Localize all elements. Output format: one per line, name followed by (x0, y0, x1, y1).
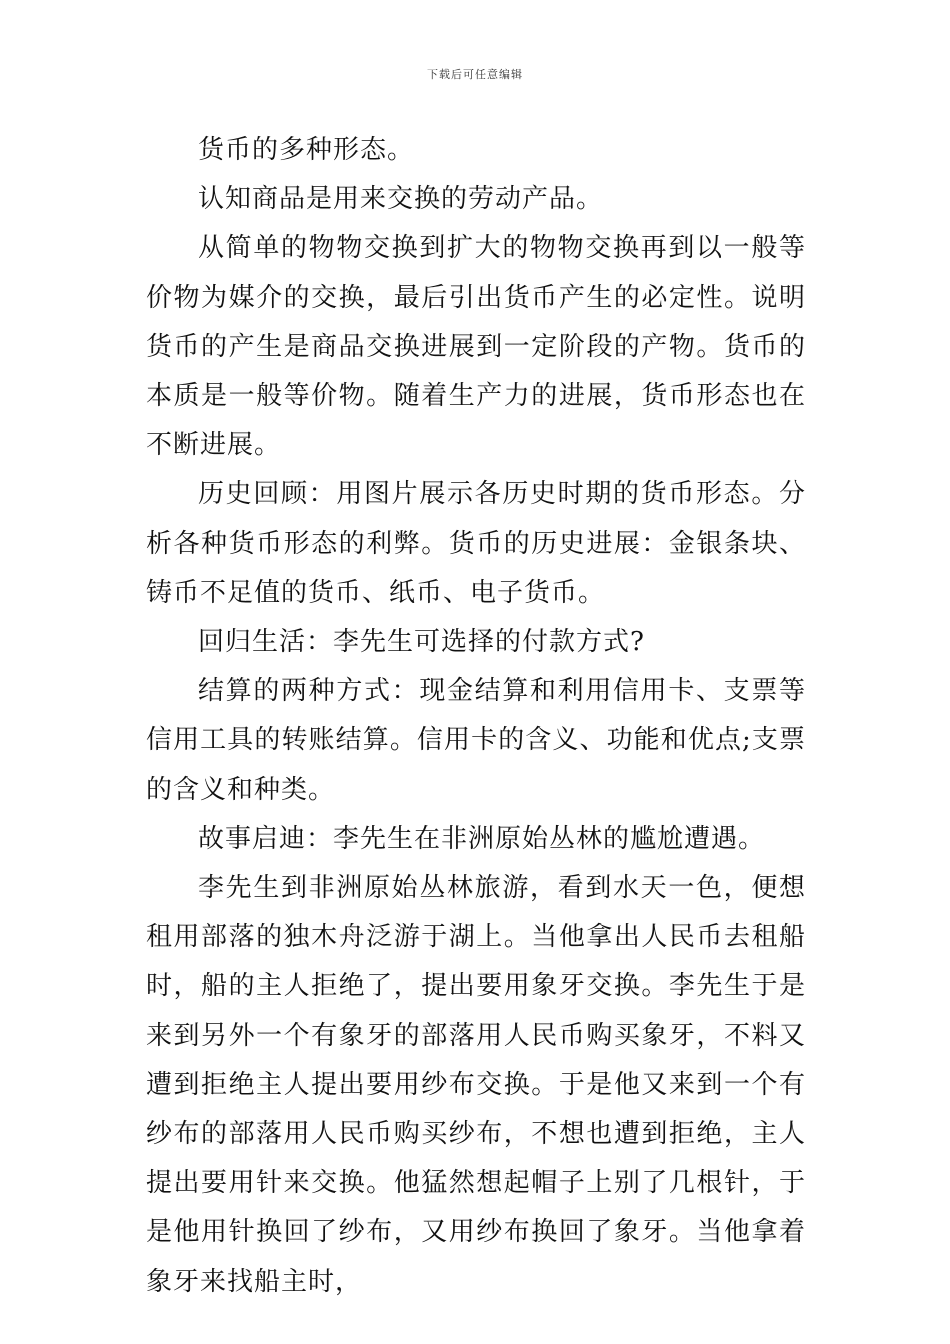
paragraph-1: 货币的多种形态。 (198, 135, 415, 165)
paragraph-3: 从简单的物物交换到扩大的物物交换再到以一般等价物为媒介的交换，最后引出货币产生的必定性。说明货币的产生是商品交换进展到一定阶段的产物。货币的本质是一般等价物。随着生产力的进展，货币形态也在不断进展。 (146, 233, 806, 461)
paragraph-4: 历史回顾：用图片展示各历史时期的货币形态。分析各种货币形态的利弊。货币的历史进展：金银条块、铸币不足值的货币、纸币、电子货币。 (146, 479, 806, 608)
paragraph-8: 李先生到非洲原始丛林旅游，看到水天一色，便想租用部落的独木舟泛游于湖上。当他拿出人民币去租船时，船的主人拒绝了，提出要用象牙交换。李先生于是来到另外一个有象牙的部落用人民币购买象牙，不料又遭到拒绝主人提出要用纱布交换。于是他又来到一个有纱布的部落用人民币购买纱布，不想也遭到拒绝，主人提出要用针来交换。他猛然想起帽子上别了几根针，于是他用针换回了纱布，又用纱布换回了象牙。当他拿着象牙来找船主时， (146, 873, 806, 1297)
paragraph-6: 结算的两种方式：现金结算和利用信用卡、支票等信用工具的转账结算。信用卡的含义、功能和优点;支票的含义和种类。 (146, 676, 806, 805)
paragraph-5: 回归生活：李先生可选择的付款方式? (198, 627, 645, 658)
paragraph-7: 故事启迪：李先生在非洲原始丛林的尴尬遭遇。 (198, 823, 766, 854)
document-body (146, 126, 806, 1307)
header-note: 下载后可任意编辑 (427, 68, 523, 81)
paragraph-2: 认知商品是用来交换的劳动产品。 (198, 184, 604, 215)
